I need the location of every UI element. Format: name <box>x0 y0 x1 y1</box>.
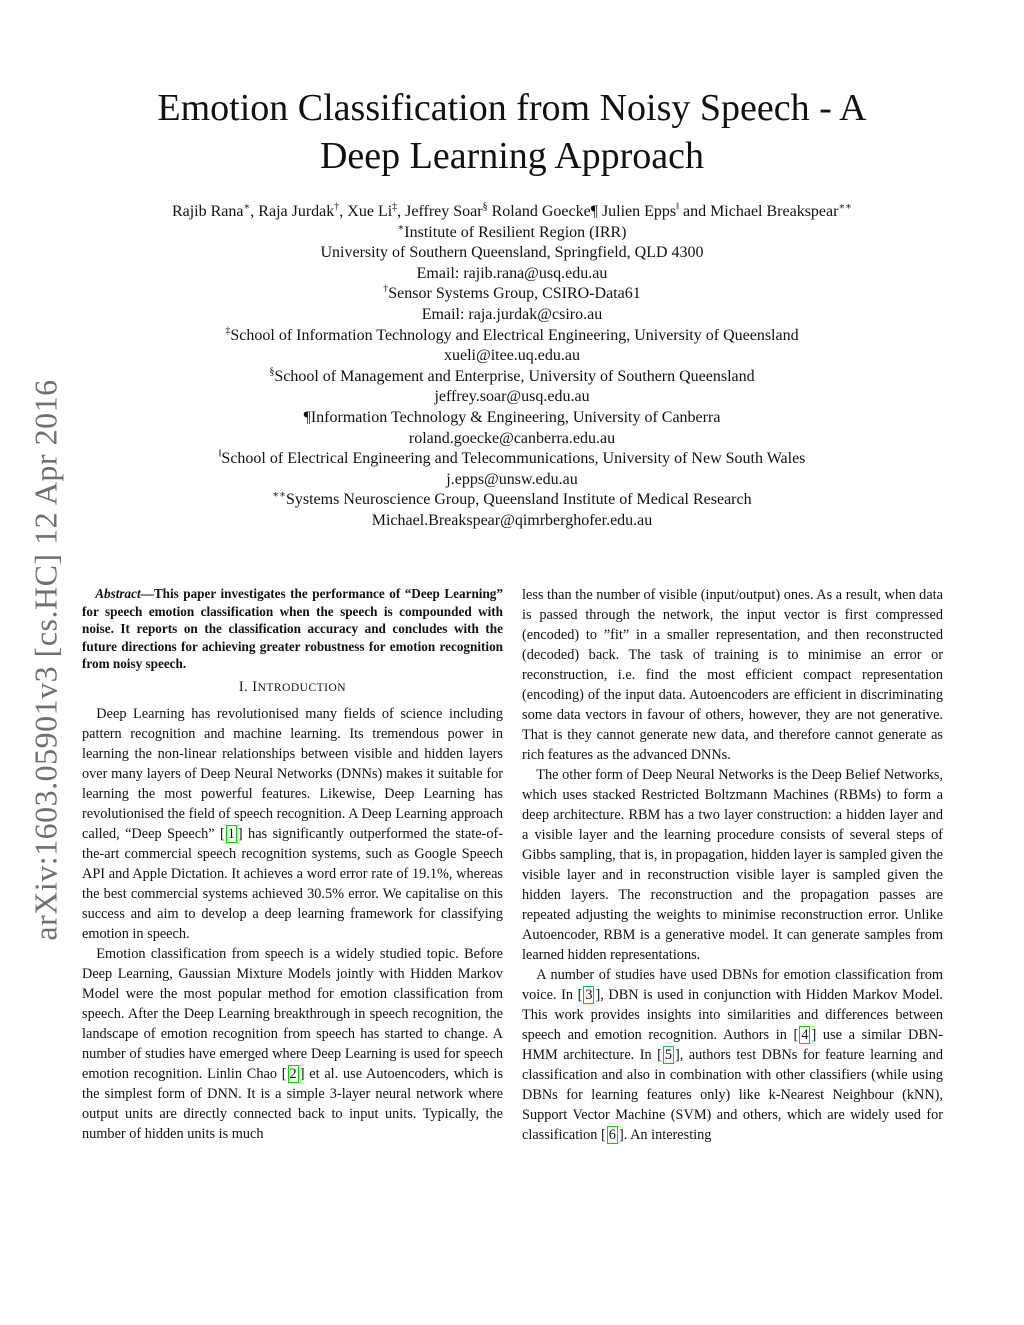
affiliation-email <box>60 305 964 326</box>
author-4: , Jeffrey Soar <box>397 203 483 220</box>
citation-bracket: ] <box>237 825 243 842</box>
left-column <box>82 585 503 1144</box>
paragraph-text: et al. use Autoencoders, which is the simplest form of DNN. It is a simple 3-layer neural network where output units are directly connected back to input units. Typically, the number of hidden units is much <box>82 1065 504 1142</box>
affiliation-text: University of Southern Queensland, Springfield, QLD 4300 <box>320 244 704 262</box>
citation-bracket: ] <box>299 1065 305 1082</box>
affiliation-text: School of Management and Enterprise, University of Southern Queensland <box>274 367 755 385</box>
author-mark-4: § <box>482 201 488 213</box>
affiliation-line <box>60 284 964 305</box>
affiliation-text: Michael.Breakspear@qimrberghofer.edu.au <box>371 511 653 529</box>
citation-bracket: [ <box>281 1065 287 1082</box>
affiliation-text: ¶Information Technology & Engineering, University of Canberra <box>303 408 721 426</box>
citation-link[interactable]: 3 <box>585 987 593 1003</box>
paper-title <box>100 84 924 180</box>
right-column <box>522 585 943 1145</box>
title-line-1: Emotion Classification from Noisy Speech - A <box>157 87 867 129</box>
affiliation-mark: ‖ <box>218 448 222 460</box>
citation-link[interactable]: 6 <box>608 1127 616 1143</box>
author-mark-2: † <box>334 201 340 213</box>
citation-link[interactable]: 5 <box>664 1047 672 1063</box>
author-block <box>60 202 964 532</box>
author-mark-3: ‡ <box>392 201 398 213</box>
affiliation-email <box>60 264 964 285</box>
affiliation-line <box>60 408 964 429</box>
affiliation-line <box>60 243 964 264</box>
paragraph-text: , authors test DBNs for feature learning and classification and also in combination with other classifiers (while using DBNs for learning features only) like k-Nearest Neighbour (kNN), Support Vector Machine (SVM) and others, which are widely used for classification <box>522 1047 944 1143</box>
citation-link[interactable]: 1 <box>227 825 235 842</box>
title-line-2: Deep Learning Approach <box>319 135 705 177</box>
paragraph-text: has significantly outperformed the state-of-the-art commercial speech recognition systems, such as Google Speech API and Apple Dictation. It achieves a word error rate of 19.1%, whereas the best commercial systems achieved 30.5% error. We capitalise on this success and aim to develop a deep learning framework for classifying emotion in speech. <box>82 825 503 942</box>
affiliation-mark: ∗∗ <box>272 489 286 501</box>
affiliation-email <box>60 470 964 491</box>
author-5: Roland Goecke¶ Julien Epps <box>487 203 677 220</box>
paragraph-text: Deep Learning has revolutionised many fields of science including pattern recognition and machine learning. Its tremendous power in learning the non-linear relationships between visible and hidden layers over many layers of Deep Neural Networks (DNNs) makes it suitable for learning the most powerful features. Likewise, Deep Learning has revolutionised the field of speech recognition. A Deep Learning approach called, “Deep Speech” <box>82 705 503 842</box>
affiliation-text: jeffrey.soar@usq.edu.au <box>434 388 590 406</box>
citation-bracket: [ <box>657 1047 662 1063</box>
author-2: , Raja Jurdak <box>250 203 335 220</box>
affiliation-email <box>60 429 964 450</box>
affiliation-text: roland.goecke@canberra.edu.au <box>408 429 616 447</box>
affiliation-mark: § <box>269 366 275 378</box>
paragraph-text: A number of studies have used DBNs for emotion classification from voice. In <box>522 967 943 1003</box>
citation-bracket: [ <box>219 825 225 842</box>
abstract <box>82 585 503 673</box>
intro-paragraph-2 <box>82 944 503 1144</box>
paragraph-text: use a similar DBN-HMM architecture. In <box>522 1027 943 1063</box>
affiliation-text: j.epps@unsw.edu.au <box>446 470 578 488</box>
intro-paragraph-continued: less than the number of visible (input/output) ones. As a result, when data is passed through the network, the input vector is first compressed (encoded) to ”fit” in a smaller representation, and then reconstructed (decoded) back. The task of training is to minimise an error or reconstruction, i.e. find the most efficient compact representation (encoding) of the input data. Autoencoders are efficient in discriminating some data vectors in favour of others, however, they are not generative. That is they cannot generate new data, and therefore cannot generate as rich features as the advanced DNNs. <box>522 587 943 763</box>
affiliation-text: School of Information Technology and Electrical Engineering, University of Queensland <box>230 326 799 344</box>
citation-bracket: ] <box>674 1047 680 1063</box>
affiliation-email <box>60 511 964 532</box>
citation-bracket: [ <box>577 987 583 1003</box>
citation-bracket: ] <box>811 1027 817 1043</box>
author-mark-6: ∗∗ <box>838 201 853 213</box>
affiliation-line <box>60 449 964 470</box>
citation-link[interactable]: 2 <box>289 1065 297 1082</box>
affiliation-text: Email: rajib.rana@usq.edu.au <box>416 264 608 282</box>
intro-paragraph-1 <box>82 704 503 944</box>
affiliation-mark: ∗ <box>397 222 405 234</box>
author-1: Rajib Rana <box>171 203 244 220</box>
affiliation-text: Sensor Systems Group, CSIRO-Data61 <box>388 285 641 303</box>
author-6: and Michael Breakspear <box>678 203 839 220</box>
paragraph-text: . An interesting <box>623 1127 712 1143</box>
author-names <box>60 202 964 223</box>
affiliation-text: School of Electrical Engineering and Telecommunications, University of New South Wales <box>221 450 806 468</box>
affiliation-line <box>60 223 964 244</box>
citation-bracket: [ <box>601 1127 606 1143</box>
affiliation-line <box>60 367 964 388</box>
abstract-label: Abstract <box>95 586 141 601</box>
section-initial: I <box>252 678 258 695</box>
affiliation-email <box>60 346 964 367</box>
affiliation-email <box>60 387 964 408</box>
author-mark-1: ∗ <box>243 201 251 213</box>
arxiv-identifier: arXiv:1603.05901v3 [cs.HC] 12 Apr 2016 <box>27 379 64 941</box>
intro-paragraph-dbn: The other form of Deep Neural Networks is the Deep Belief Networks, which uses stacked Restricted Boltzmann Machines (RBMs) to form a deep architecture. RBM has a two layer construction: a hidden layer and a visible layer and the learning procedure consists of several steps of Gibbs sampling, that is, in propagation, hidden layer is sampled given the visible layer and in reconstruction visible layer is sampled given the hidden layers. The reconstruction and the propagation passes are repeated adjusting the weights to minimise reconstruction error. Unlike Autoencoder, RBM is a generative model. It can generate samples from learned hidden representations. <box>522 767 943 963</box>
citation-bracket: ] <box>595 987 601 1003</box>
affiliation-mark: † <box>383 284 389 296</box>
affiliation-text: Email: raja.jurdak@csiro.au <box>421 305 603 323</box>
citation-bracket: ] <box>618 1127 624 1143</box>
section-rest: NTRODUCTION <box>257 681 347 694</box>
section-numeral: I. <box>238 678 253 695</box>
affiliation-text: Institute of Resilient Region (IRR) <box>404 223 627 241</box>
citation-link[interactable]: 4 <box>801 1027 809 1043</box>
affiliation-mark: ‡ <box>225 325 231 337</box>
affiliation-line <box>60 326 964 347</box>
author-mark-5: ‖ <box>676 201 679 213</box>
affiliation-text: Systems Neuroscience Group, Queensland Institute of Medical Research <box>285 491 752 509</box>
abstract-text: —This paper investigates the performance of “Deep Learning” for speech emotion classification when the speech is compounded with noise. It reports on the classification accuracy and concludes with the future directions for achieving greater robustness for emotion recognition from noisy speech. <box>82 586 503 671</box>
paragraph-text: Emotion classification from speech is a widely studied topic. Before Deep Learning, Gaussian Mixture Models jointly with Hidden Markov Model were the most popular method for emotion classification from speech. After the Deep Learning breakthrough in speech recognition, the landscape of emotion recognition from speech has started to change. A number of studies have emerged where Deep Learning is used for speech emotion recognition. Linlin Chao <box>82 945 503 1082</box>
citation-bracket: [ <box>793 1027 799 1043</box>
intro-paragraph-studies <box>522 965 943 1145</box>
affiliation-line <box>60 490 964 511</box>
section-heading-introduction <box>82 677 503 698</box>
author-3: , Xue Li <box>339 203 393 220</box>
affiliation-text: xueli@itee.uq.edu.au <box>443 347 581 365</box>
paragraph-text: , DBN is used in conjunction with Hidden Markov Model. This work provides insights into similarities and differences between speech and emotion recognition. Authors in <box>522 987 944 1043</box>
